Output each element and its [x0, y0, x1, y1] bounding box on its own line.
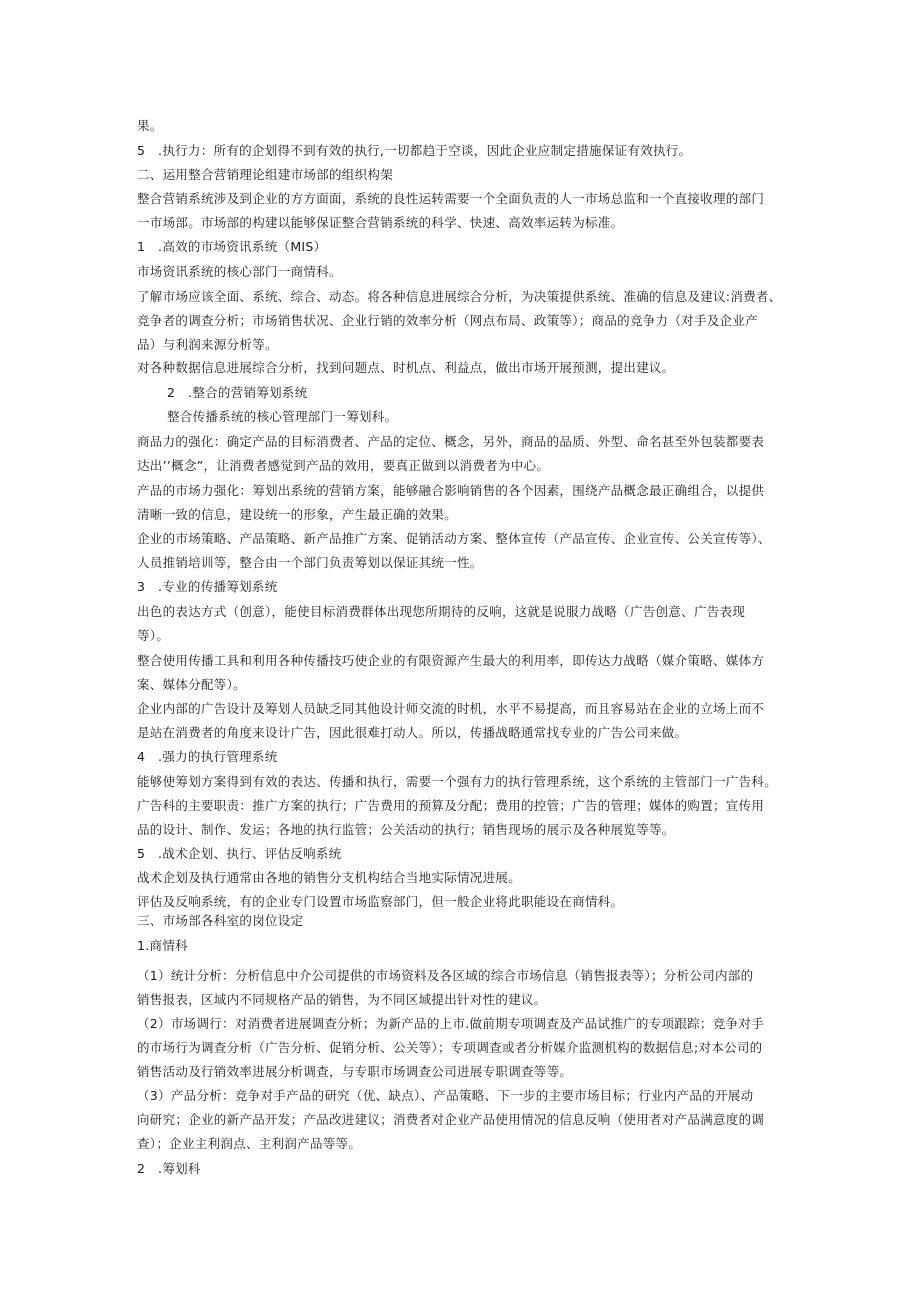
numbered-heading: 4 .强力的执行管理系统 [137, 749, 278, 764]
text-line: 广告科的主要职责：推广方案的执行；广告费用的预算及分配；费用的控管；广告的管理；媒体的购置；宣传用 [137, 798, 765, 813]
text-line: 产品的市场力强化：筹划出系统的营销方案，能够融合影响销售的各个因素，围绕产品概念最正确组合，以提供 [137, 483, 765, 498]
text-line: 竞争者的调查分析；市场销售状况、企业行销的效率分析（网点布局、政策等）；商品的竞争力（对手及企业产 [137, 313, 758, 328]
numbered-heading: 5 .战术企划、执行、评估反响系统 [137, 846, 342, 861]
text-line: 整合传播系统的核心管理部门一筹划科。 [167, 409, 398, 424]
text-line: 清晰一致的信息，建设统一的形象，产生最正确的效果。 [137, 507, 458, 522]
text-line: 的市场行为调查分析（广告分析、促销分析、公关等）；专项调查或者分析媒介监测机构的数据信息;对本公司的 [137, 1040, 763, 1055]
text-line: 一市场部。市场部的构建以能够保证整合营销系统的科学、快速、高效率运转为标准。 [137, 215, 624, 230]
text-line: 评估及反响系统，有的企业专门设置市场监察部门，但一般企业将此职能设在商情科。 [137, 894, 624, 909]
text-line: 查）；企业主利润点、主利润产品等等。 [137, 1136, 362, 1151]
text-line: （2）市场调行：对消费者进展调查分析；为新产品的上市.做前期专项调查及产品试推广的专项跟踪；竞争对手 [137, 1016, 764, 1031]
text-line: 企业的市场策略、产品策略、新产品推广方案、促销活动方案、整体宣传（产品宣传、企业宣传、公关宣传等）、 [137, 531, 771, 546]
numbered-heading: 2 .筹划科 [137, 1161, 201, 1176]
text-line: 对各种数据信息进展综合分析，找到问题点、时机点、利益点，做出市场开展预测，提出建议。 [137, 360, 675, 375]
text-line: 整合使用传播工具和利用各种传播技巧使企业的有限资源产生最大的利用率，即传达力战略（媒介策略、媒体方 [137, 653, 765, 668]
text-line: 等）。 [137, 628, 170, 643]
text-line: 商品力的强化：确定产品的目标消费者、产品的定位、概念，另外，商品的品质、外型、命名甚至外包装都要表 [137, 434, 765, 449]
text-line: 企业内部的广告设计及筹划人员缺乏同其他设计师交流的时机，水平不易提高，而且容易站在企业的立场上而不 [137, 701, 765, 716]
numbered-heading: 2 .整合的营销筹划系统 [167, 385, 308, 400]
section-heading: 二、运用整合营销理论组建市场部的组织构架 [137, 167, 394, 182]
text-line: 人员推销培训等，整合由一个部门负责筹划以保证其统一性。 [137, 555, 483, 570]
text-line: 能够使筹划方案得到有效的表达、传播和执行，需要一个强有力的执行管理系统，这个系统的主管部门一广告科。 [137, 774, 778, 789]
text-line: 果。 [137, 118, 163, 133]
text-line: 市场资讯系统的核心部门一商情科。 [137, 264, 342, 279]
numbered-heading: 3 .专业的传播筹划系统 [137, 579, 278, 594]
text-line: （3）产品分析：竞争对手产品的研究（优、缺点）、产品策略、下一步的主要市场目标；行业内产品的开展动 [137, 1088, 754, 1103]
text-line: （1）统计分析：分析信息中介公司提供的市场资料及各区域的综合市场信息（销售报表等）；分析公司内部的 [137, 968, 754, 983]
subsection-heading: 1.商情科 [137, 938, 188, 953]
text-line: 向研究；企业的新产品开发；产品改进建议；消费者对企业产品使用情况的信息反响（使用者对产品满意度的调 [137, 1112, 765, 1127]
text-line: 销售活动及行销效率进展分析调查，与专职市场调查公司进展专职调查等等。 [137, 1064, 573, 1079]
text-line: 是站在消费者的角度来设计广告，因此很难打动人。所以，传播战略通常找专业的广告公司来做。 [137, 725, 688, 740]
text-line: 品）与利润来源分析等。 [137, 337, 278, 352]
numbered-heading: 5 .执行力：所有的企划得不到有效的执行,一切都趋于空谈，因此企业应制定措施保证有效执行。 [137, 143, 692, 158]
text-line: 销售报表，区域内不同规格产品的销售，为不同区域提出针对性的建议。 [137, 992, 547, 1007]
text-line: 达出’’概念”，让消费者感觉到产品的效用，要真正做到以消费者为中心。 [137, 458, 550, 473]
section-heading: 三、市场部各科室的岗位设定 [137, 913, 304, 928]
text-line: 品的设计、制作、发运；各地的执行监管；公关活动的执行；销售现场的展示及各种展览等等。 [137, 822, 675, 837]
text-line: 战术企划及执行通常由各地的销售分支机构结合当地实际情况进展。 [137, 870, 522, 885]
numbered-heading: 1 .高效的市场资讯系统（MIS） [137, 239, 327, 254]
text-line: 出色的表达方式（创意），能使目标消费群体出现您所期待的反响，这就是说服力战略（广告创意、广告表现 [137, 604, 746, 619]
text-line: 整合营销系统涉及到企业的方方面面，系统的良性运转需要一个全面负责的人一市场总监和一个直接收理的部门 [137, 191, 765, 206]
text-line: 了解市场应该全面、系统、综合、动态。将各种信息进展综合分析，为决策提供系统、准确的信息及建议:消费者、 [137, 289, 782, 304]
text-line: 案、媒体分配等）。 [137, 677, 246, 692]
